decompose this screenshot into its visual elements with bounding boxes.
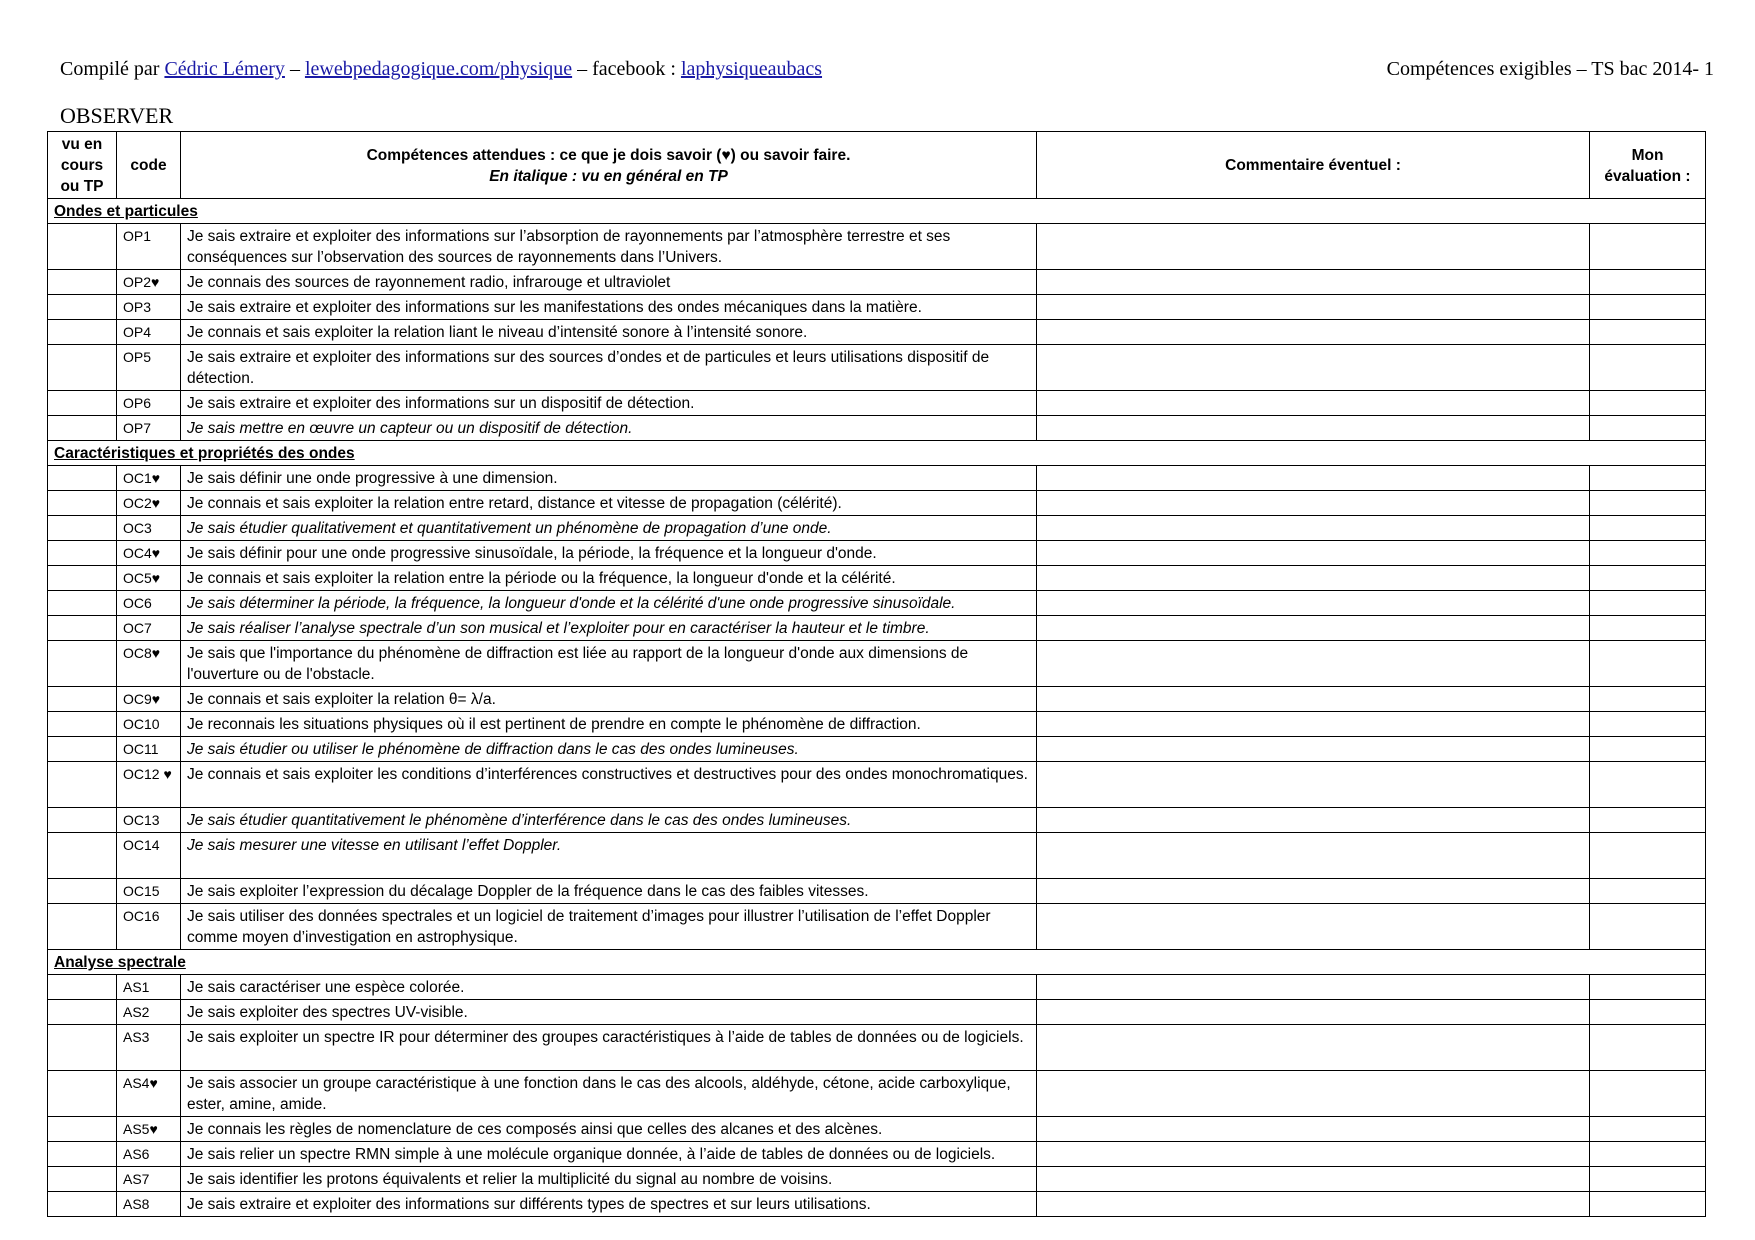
table-row — [48, 1142, 1706, 1167]
competence-text: Je sais relier un spectre RMN simple à une molécule organique donnée, à l’aide de tables de données ou de logiciels. — [181, 1142, 1037, 1167]
evaluation-cell[interactable] — [1590, 904, 1706, 950]
evaluation-cell[interactable] — [1590, 224, 1706, 270]
vu-checkbox-cell[interactable] — [48, 566, 117, 591]
table-row — [48, 295, 1706, 320]
comment-cell[interactable] — [1037, 833, 1590, 879]
competence-code: OC12 ♥ — [117, 762, 181, 808]
evaluation-cell[interactable] — [1590, 1167, 1706, 1192]
vu-checkbox-cell[interactable] — [48, 320, 117, 345]
facebook-link[interactable]: laphysiqueaubacs — [680, 58, 823, 80]
competence-code: AS2 — [117, 1000, 181, 1025]
table-row — [48, 416, 1706, 441]
competence-code: OC5♥ — [117, 566, 181, 591]
category-row — [48, 199, 1706, 224]
comment-cell[interactable] — [1037, 270, 1590, 295]
comment-cell[interactable] — [1037, 391, 1590, 416]
table-row — [48, 687, 1706, 712]
table-row — [48, 712, 1706, 737]
table-body — [48, 199, 1706, 1217]
table-row — [48, 1167, 1706, 1192]
competence-text: Je sais que l'importance du phénomène de diffraction est liée au rapport de la longueur d'onde aux dimensions de l'ouverture ou de l'obstacle. — [181, 641, 1037, 687]
table-row — [48, 879, 1706, 904]
evaluation-cell[interactable] — [1590, 416, 1706, 441]
competence-code: OP4 — [117, 320, 181, 345]
competence-code: AS6 — [117, 1142, 181, 1167]
vu-checkbox-cell[interactable] — [48, 416, 117, 441]
competence-text: Je sais utiliser des données spectrales et un logiciel de traitement d’images pour illustrer l’utilisation de l’effet Doppler comme moyen d’investigation en astrophysique. — [181, 904, 1037, 950]
comment-cell[interactable] — [1037, 737, 1590, 762]
comment-cell[interactable] — [1037, 762, 1590, 808]
competence-code: AS5♥ — [117, 1117, 181, 1142]
comment-cell[interactable] — [1037, 712, 1590, 737]
evaluation-cell[interactable] — [1590, 295, 1706, 320]
evaluation-cell[interactable] — [1590, 345, 1706, 391]
competence-code: OP7 — [117, 416, 181, 441]
competence-code: OC10 — [117, 712, 181, 737]
table-row — [48, 833, 1706, 879]
col-header-vu: vu en cours ou TP — [48, 132, 117, 199]
competence-text: Je reconnais les situations physiques où il est pertinent de prendre en compte le phénomène de diffraction. — [181, 712, 1037, 737]
competence-code: OC11 — [117, 737, 181, 762]
competence-code: OP3 — [117, 295, 181, 320]
vu-checkbox-cell[interactable] — [48, 541, 117, 566]
section-title: OBSERVER — [60, 103, 174, 128]
vu-checkbox-cell[interactable] — [48, 616, 117, 641]
competence-text: Je sais étudier ou utiliser le phénomène de diffraction dans le cas des ondes lumineuses. — [181, 737, 1037, 762]
competence-text: Je sais extraire et exploiter des informations sur les manifestations des ondes mécaniques dans la matière. — [181, 295, 1037, 320]
competence-text: Je connais des sources de rayonnement radio, infrarouge et ultraviolet — [181, 270, 1037, 295]
evaluation-cell[interactable] — [1590, 516, 1706, 541]
comment-cell[interactable] — [1037, 616, 1590, 641]
category-title: Caractéristiques et propriétés des ondes — [48, 441, 1706, 466]
evaluation-cell[interactable] — [1590, 833, 1706, 879]
competence-code: OC3 — [117, 516, 181, 541]
comment-cell[interactable] — [1037, 345, 1590, 391]
table-row — [48, 616, 1706, 641]
comment-cell[interactable] — [1037, 1071, 1590, 1117]
evaluation-cell[interactable] — [1590, 541, 1706, 566]
evaluation-cell[interactable] — [1590, 320, 1706, 345]
evaluation-cell[interactable] — [1590, 391, 1706, 416]
competence-code: AS7 — [117, 1167, 181, 1192]
competence-code: OC6 — [117, 591, 181, 616]
competence-code: OP2♥ — [117, 270, 181, 295]
competence-code: OC7 — [117, 616, 181, 641]
col-header-competences — [181, 132, 1037, 199]
table-row — [48, 1117, 1706, 1142]
table-row — [48, 1025, 1706, 1071]
comment-cell[interactable] — [1037, 641, 1590, 687]
competence-code: OC16 — [117, 904, 181, 950]
competence-text: Je sais extraire et exploiter des informations sur des sources d’ondes et de particules et leurs utilisations dispositif de détection. — [181, 345, 1037, 391]
header-doc-title: Compétences exigibles – TS bac 2014- 1 — [1386, 58, 1714, 80]
comment-cell[interactable] — [1037, 879, 1590, 904]
comment-cell[interactable] — [1037, 416, 1590, 441]
category-title: Analyse spectrale — [48, 950, 1706, 975]
table-row — [48, 762, 1706, 808]
competence-text: Je sais exploiter l’expression du décalage Doppler de la fréquence dans le cas des faibles vitesses. — [181, 879, 1037, 904]
comment-cell[interactable] — [1037, 1142, 1590, 1167]
evaluation-cell[interactable] — [1590, 808, 1706, 833]
vu-checkbox-cell[interactable] — [48, 1167, 117, 1192]
table-row — [48, 345, 1706, 391]
vu-checkbox-cell[interactable] — [48, 762, 117, 808]
vu-checkbox-cell[interactable] — [48, 345, 117, 391]
evaluation-cell[interactable] — [1590, 762, 1706, 808]
competence-text: Je sais extraire et exploiter des informations sur différents types de spectres et sur leurs utilisations. — [181, 1192, 1037, 1217]
vu-checkbox-cell[interactable] — [48, 904, 117, 950]
header-credits — [60, 58, 822, 81]
competence-text: Je sais étudier qualitativement et quantitativement un phénomène de propagation d’une onde. — [181, 516, 1037, 541]
comment-cell[interactable] — [1037, 516, 1590, 541]
vu-checkbox-cell[interactable] — [48, 1071, 117, 1117]
competence-text: Je sais définir une onde progressive à une dimension. — [181, 466, 1037, 491]
vu-checkbox-cell[interactable] — [48, 641, 117, 687]
table-row — [48, 1192, 1706, 1217]
header-prefix: Compilé par — [60, 58, 165, 80]
comment-cell[interactable] — [1037, 295, 1590, 320]
col-header-evaluation: Mon évaluation : — [1590, 132, 1706, 199]
table-row — [48, 975, 1706, 1000]
competence-code: OC8♥ — [117, 641, 181, 687]
category-row — [48, 441, 1706, 466]
comment-cell[interactable] — [1037, 1117, 1590, 1142]
evaluation-cell[interactable] — [1590, 1025, 1706, 1071]
evaluation-cell[interactable] — [1590, 712, 1706, 737]
comment-cell[interactable] — [1037, 541, 1590, 566]
vu-checkbox-cell[interactable] — [48, 687, 117, 712]
competence-text: Je sais caractériser une espèce colorée. — [181, 975, 1037, 1000]
comment-cell[interactable] — [1037, 491, 1590, 516]
competence-code: OP6 — [117, 391, 181, 416]
table-row — [48, 270, 1706, 295]
category-row — [48, 950, 1706, 975]
competence-code: OP5 — [117, 345, 181, 391]
vu-checkbox-cell[interactable] — [48, 1000, 117, 1025]
vu-checkbox-cell[interactable] — [48, 391, 117, 416]
table-row — [48, 541, 1706, 566]
competence-text: Je connais et sais exploiter la relation entre retard, distance et vitesse de propagation (célérité). — [181, 491, 1037, 516]
evaluation-cell[interactable] — [1590, 1192, 1706, 1217]
table-row — [48, 491, 1706, 516]
evaluation-cell[interactable] — [1590, 1071, 1706, 1117]
evaluation-cell[interactable] — [1590, 1142, 1706, 1167]
evaluation-cell[interactable] — [1590, 687, 1706, 712]
vu-checkbox-cell[interactable] — [48, 295, 117, 320]
vu-checkbox-cell[interactable] — [48, 712, 117, 737]
comment-cell[interactable] — [1037, 591, 1590, 616]
competence-text: Je sais extraire et exploiter des informations sur l’absorption de rayonnements par l’atmosphère terrestre et ses conséquences sur l’observation des sources de rayonnements dans l’Univers. — [181, 224, 1037, 270]
evaluation-cell[interactable] — [1590, 616, 1706, 641]
table-header-row — [48, 132, 1706, 199]
competence-text: Je sais étudier quantitativement le phénomène d’interférence dans le cas des ondes lumineuses. — [181, 808, 1037, 833]
competence-text: Je connais les règles de nomenclature de ces composés ainsi que celles des alcanes et des alcènes. — [181, 1117, 1037, 1142]
competence-text: Je sais mesurer une vitesse en utilisant l’effet Doppler. — [181, 833, 1037, 879]
vu-checkbox-cell[interactable] — [48, 808, 117, 833]
vu-checkbox-cell[interactable] — [48, 591, 117, 616]
evaluation-cell[interactable] — [1590, 491, 1706, 516]
vu-checkbox-cell[interactable] — [48, 224, 117, 270]
comment-cell[interactable] — [1037, 566, 1590, 591]
table-row — [48, 1000, 1706, 1025]
comment-cell[interactable] — [1037, 1167, 1590, 1192]
competence-code: OC2♥ — [117, 491, 181, 516]
site-link[interactable]: lewebpedagogique.com/physique — [304, 58, 573, 80]
evaluation-cell[interactable] — [1590, 591, 1706, 616]
competence-code: AS8 — [117, 1192, 181, 1217]
header-facebook-label: – facebook : — [572, 58, 681, 80]
competence-text: Je sais identifier les protons équivalents et relier la multiplicité du signal au nombre de voisins. — [181, 1167, 1037, 1192]
evaluation-cell[interactable] — [1590, 641, 1706, 687]
competence-code: OC15 — [117, 879, 181, 904]
comment-cell[interactable] — [1037, 466, 1590, 491]
evaluation-cell[interactable] — [1590, 466, 1706, 491]
vu-checkbox-cell[interactable] — [48, 466, 117, 491]
competence-code: OC4♥ — [117, 541, 181, 566]
comment-cell[interactable] — [1037, 808, 1590, 833]
competence-text: Je connais et sais exploiter les conditions d’interférences constructives et destructives pour des ondes monochromatiques. — [181, 762, 1037, 808]
vu-checkbox-cell[interactable] — [48, 975, 117, 1000]
table-row — [48, 466, 1706, 491]
table-row — [48, 1071, 1706, 1117]
competences-table — [47, 131, 1706, 1217]
evaluation-cell[interactable] — [1590, 737, 1706, 762]
vu-checkbox-cell[interactable] — [48, 516, 117, 541]
comment-cell[interactable] — [1037, 1192, 1590, 1217]
competence-code: AS1 — [117, 975, 181, 1000]
vu-checkbox-cell[interactable] — [48, 737, 117, 762]
vu-checkbox-cell[interactable] — [48, 270, 117, 295]
table-row — [48, 516, 1706, 541]
competence-code: OC14 — [117, 833, 181, 879]
table-row — [48, 808, 1706, 833]
evaluation-cell[interactable] — [1590, 975, 1706, 1000]
vu-checkbox-cell[interactable] — [48, 1142, 117, 1167]
table-row — [48, 737, 1706, 762]
competence-code: OP1 — [117, 224, 181, 270]
competence-text: Je connais et sais exploiter la relation entre la période ou la fréquence, la longueur d'onde et la célérité. — [181, 566, 1037, 591]
header-separator: – — [284, 58, 305, 80]
col-header-competences-sub: En italique : vu en général en TP — [489, 167, 728, 185]
comment-cell[interactable] — [1037, 687, 1590, 712]
competence-text: Je connais et sais exploiter la relation liant le niveau d’intensité sonore à l’intensité sonore. — [181, 320, 1037, 345]
comment-cell[interactable] — [1037, 1025, 1590, 1071]
comment-cell[interactable] — [1037, 904, 1590, 950]
table-row — [48, 224, 1706, 270]
competence-code: OC1♥ — [117, 466, 181, 491]
evaluation-cell[interactable] — [1590, 879, 1706, 904]
competence-text: Je sais mettre en œuvre un capteur ou un dispositif de détection. — [181, 416, 1037, 441]
vu-checkbox-cell[interactable] — [48, 1117, 117, 1142]
competence-text: Je sais exploiter des spectres UV-visible. — [181, 1000, 1037, 1025]
competence-text: Je sais définir pour une onde progressive sinusoïdale, la période, la fréquence et la longueur d'onde. — [181, 541, 1037, 566]
table-row — [48, 904, 1706, 950]
competence-text: Je sais réaliser l’analyse spectrale d’un son musical et l’exploiter pour en caractériser la hauteur et le timbre. — [181, 616, 1037, 641]
vu-checkbox-cell[interactable] — [48, 1025, 117, 1071]
comment-cell[interactable] — [1037, 320, 1590, 345]
comment-cell[interactable] — [1037, 975, 1590, 1000]
competence-text: Je connais et sais exploiter la relation θ= λ/a. — [181, 687, 1037, 712]
table-row — [48, 641, 1706, 687]
competence-text: Je sais exploiter un spectre IR pour déterminer des groupes caractéristiques à l’aide de tables de données ou de logiciels. — [181, 1025, 1037, 1071]
competence-code: OC13 — [117, 808, 181, 833]
evaluation-cell[interactable] — [1590, 1000, 1706, 1025]
col-header-code: code — [117, 132, 181, 199]
table-row — [48, 566, 1706, 591]
table-row — [48, 320, 1706, 345]
competence-text: Je sais extraire et exploiter des informations sur un dispositif de détection. — [181, 391, 1037, 416]
competence-text: Je sais associer un groupe caractéristique à une fonction dans le cas des alcools, aldéhyde, cétone, acide carboxylique, ester, amine, amide. — [181, 1071, 1037, 1117]
table-row — [48, 391, 1706, 416]
vu-checkbox-cell[interactable] — [48, 491, 117, 516]
comment-cell[interactable] — [1037, 1000, 1590, 1025]
evaluation-cell[interactable] — [1590, 270, 1706, 295]
competence-code: AS4♥ — [117, 1071, 181, 1117]
col-header-competences-main: Compétences attendues : ce que je dois savoir (♥) ou savoir faire. — [366, 146, 851, 164]
vu-checkbox-cell[interactable] — [48, 833, 117, 879]
comment-cell[interactable] — [1037, 224, 1590, 270]
col-header-comment: Commentaire éventuel : — [1037, 132, 1590, 199]
evaluation-cell[interactable] — [1590, 566, 1706, 591]
vu-checkbox-cell[interactable] — [48, 879, 117, 904]
evaluation-cell[interactable] — [1590, 1117, 1706, 1142]
vu-checkbox-cell[interactable] — [48, 1192, 117, 1217]
category-title: Ondes et particules — [48, 199, 1706, 224]
competence-text: Je sais déterminer la période, la fréquence, la longueur d'onde et la célérité d'une onde progressive sinusoïdale. — [181, 591, 1037, 616]
competence-code: AS3 — [117, 1025, 181, 1071]
author-link[interactable]: Cédric Lémery — [164, 58, 285, 80]
competence-code: OC9♥ — [117, 687, 181, 712]
table-row — [48, 591, 1706, 616]
